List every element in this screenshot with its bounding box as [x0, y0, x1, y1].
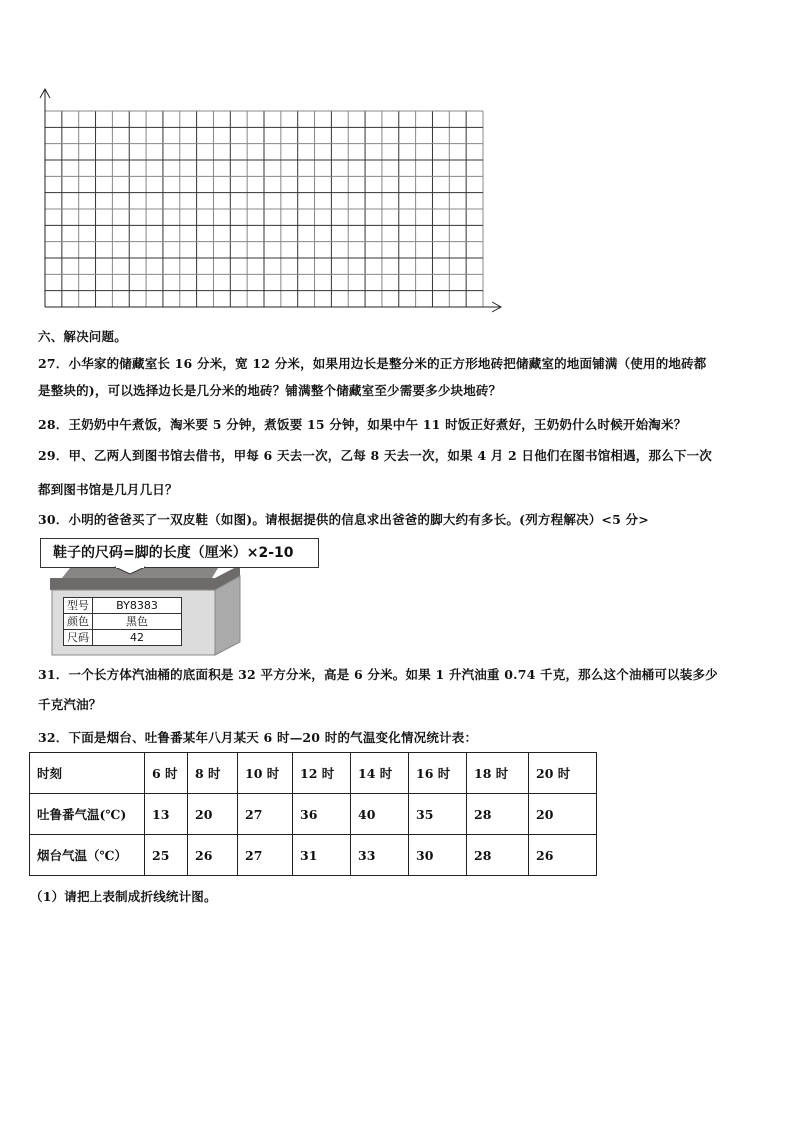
question-28: 28．王奶奶中午煮饭，淘米要 5 分钟，煮饭要 15 分钟，如果中午 11 时饭正好煮好，王奶奶什么时候开始淘米？: [38, 417, 687, 432]
row-label-cell: 吐鲁番气温(℃): [30, 794, 145, 835]
question-29-line1: 29．甲、乙两人到图书馆去借书，甲每 6 天去一次，乙每 8 天去一次，如果 4 月 2 日他们在图书馆相遇，那么下一次: [38, 448, 713, 463]
table-cell: 35: [409, 794, 467, 835]
table-row-yantai: [30, 835, 597, 876]
table-cell: 20: [188, 794, 238, 835]
shoe-info-label: 型号: [64, 598, 93, 614]
table-cell: 6 时: [145, 753, 188, 794]
table-cell: 20: [529, 794, 597, 835]
shoe-info-label: 尺码: [64, 630, 93, 646]
question-32-sub1: （1）请把上表制成折线统计图。: [30, 889, 217, 904]
table-cell: 13: [145, 794, 188, 835]
shoe-box-side: [215, 576, 240, 655]
row-label-cell: 烟台气温（℃）: [30, 835, 145, 876]
table-cell: 10 时: [238, 753, 293, 794]
table-cell: 18 时: [467, 753, 529, 794]
shoe-info-row: [64, 614, 182, 630]
table-cell: 25: [145, 835, 188, 876]
question-31-line1: 31．一个长方体汽油桶的底面积是 32 平方分米，高是 6 分米。如果 1 升汽油重 0.74 千克，那么这个油桶可以装多少: [38, 667, 718, 682]
section-title: 六、解决问题。: [38, 329, 127, 344]
table-cell: 33: [351, 835, 409, 876]
shoe-size-formula-callout: 鞋子的尺码=脚的长度（厘米）×2-10: [40, 538, 319, 568]
temperature-table: [29, 752, 597, 876]
question-31-line2: 千克汽油？: [38, 697, 102, 712]
callout-pointer: [115, 566, 145, 576]
shoe-box-lid-front: [50, 578, 215, 590]
table-cell: 28: [467, 835, 529, 876]
question-29-line2: 都到图书馆是几月几日？: [38, 482, 178, 497]
shoe-info-value: 42: [93, 630, 182, 646]
grid-lines: [45, 111, 483, 307]
table-cell: 20 时: [529, 753, 597, 794]
question-27-line1: 27．小华家的储藏室长 16 分米，宽 12 分米，如果用边长是整分米的正方形地砖把储藏室的地面铺满（使用的地砖都: [38, 356, 707, 371]
row-label-cell: 时刻: [30, 753, 145, 794]
shoe-info-label: 颜色: [64, 614, 93, 630]
table-cell: 31: [293, 835, 351, 876]
table-cell: 14 时: [351, 753, 409, 794]
table-cell: 28: [467, 794, 529, 835]
table-cell: 27: [238, 835, 293, 876]
table-row-turpan: [30, 794, 597, 835]
question-27-line2: 是整块的)，可以选择边长是几分米的地砖？铺满整个储藏室至少需要多少块地砖？: [38, 383, 502, 398]
table-cell: 40: [351, 794, 409, 835]
shoe-info-row: [64, 630, 182, 646]
blank-grid-chart: [0, 0, 794, 330]
shoe-info-value: BY8383: [93, 598, 182, 614]
shoe-info-table: [63, 597, 182, 646]
table-cell: 8 时: [188, 753, 238, 794]
table-cell: 16 时: [409, 753, 467, 794]
question-32: 32．下面是烟台、吐鲁番某年八月某天 6 时—20 时的气温变化情况统计表：: [38, 730, 478, 745]
question-30: 30．小明的爸爸买了一双皮鞋（如图)。请根据提供的信息求出爸爸的脚大约有多长。(列方程解决）<5 分>: [38, 512, 649, 527]
shoe-info-value: 黑色: [93, 614, 182, 630]
table-cell: 27: [238, 794, 293, 835]
table-cell: 12 时: [293, 753, 351, 794]
table-header-row: [30, 753, 597, 794]
table-cell: 26: [529, 835, 597, 876]
table-cell: 26: [188, 835, 238, 876]
table-cell: 30: [409, 835, 467, 876]
table-cell: 36: [293, 794, 351, 835]
shoe-info-row: [64, 598, 182, 614]
